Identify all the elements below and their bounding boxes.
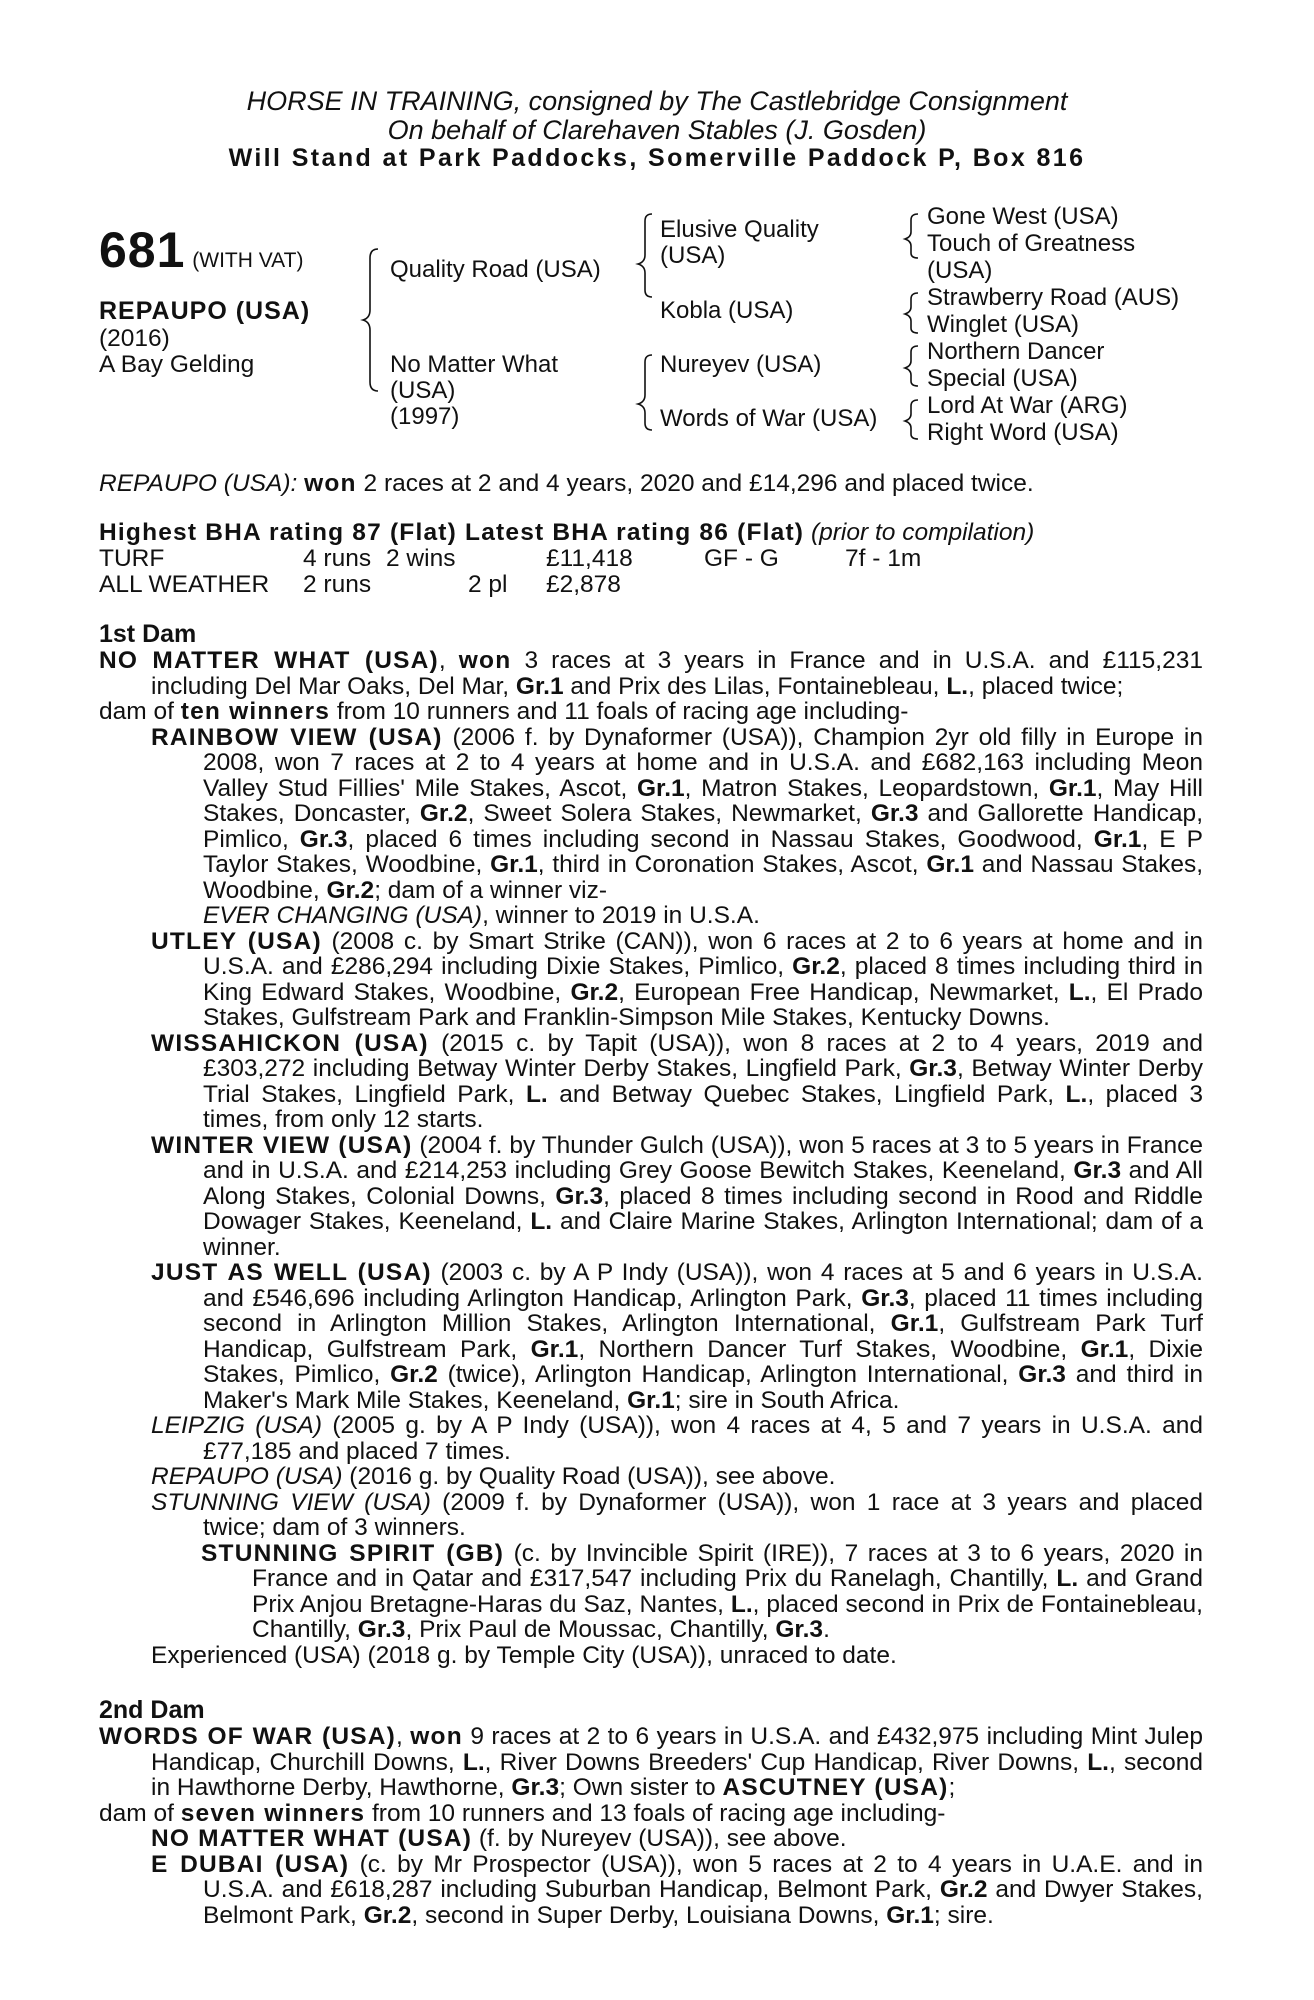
first-dam-name: NO MATTER WHAT (USA) bbox=[99, 647, 439, 674]
pedigree-gen4-2b: (USA) bbox=[927, 257, 993, 284]
lot-number: 681 bbox=[99, 222, 186, 278]
pedigree-gen4-6: Special (USA) bbox=[927, 365, 1078, 392]
second-dam-dam-of: dam of seven winners from 10 runners and 13 foals of racing age including- bbox=[99, 1799, 946, 1827]
pedigree-gen4-7: Lord At War (ARG) bbox=[927, 392, 1128, 419]
pedigree-dam-line1: No Matter What bbox=[390, 351, 559, 378]
ratings-note: (prior to compilation) bbox=[810, 519, 1035, 546]
progeny-entry: UTLEY (USA) (2008 c. by Smart Strike (CAN)), won 6 races at 2 to 6 years at home and in U.S.A. and £286,294 including Dixie Stakes, Pimlico, Gr.2, placed 8 times including third in King Edward Stakes, Woodbine, Gr.2, European Free Handicap, Newmarket, L., El Prado Stakes, Gulfstream Park and Franklin-Simpson Mile Stakes, Kentucky Downs. bbox=[151, 927, 1204, 1031]
vat-label: (WITH VAT) bbox=[192, 249, 304, 272]
pedigree-sire-dam: Kobla (USA) bbox=[660, 297, 794, 324]
ratings-text: Highest BHA rating 87 (Flat) Latest BHA rating 86 (Flat) bbox=[99, 519, 805, 546]
pedigree-gen4-5: Northern Dancer bbox=[927, 338, 1105, 365]
header-on-behalf: On behalf of Clarehaven Stables (J. Gosden) bbox=[387, 115, 927, 145]
stats-turf-distance: 7f - 1m bbox=[845, 545, 922, 572]
horse-year: (2016) bbox=[99, 325, 170, 352]
progeny-entry: Experienced (USA) (2018 g. by Temple City (USA)), unraced to date. bbox=[151, 1641, 897, 1669]
progeny-entry: LEIPZIG (USA) (2005 g. by A P Indy (USA)), won 4 races at 4, 5 and 7 years in U.S.A. and £77,185 and placed 7 times. bbox=[151, 1412, 1203, 1465]
pedigree-gen4-2a: Touch of Greatness bbox=[927, 230, 1136, 257]
stats-turf-going: GF - G bbox=[704, 545, 779, 572]
stats-turf-runs: 4 runs bbox=[303, 545, 372, 572]
pedigree-gen4-8: Right Word (USA) bbox=[927, 419, 1119, 446]
progeny-entry: STUNNING VIEW (USA) (2009 f. by Dynaformer (USA)), won 1 race at 3 years and placed twice; dam of 3 winners. bbox=[151, 1488, 1203, 1541]
progeny-entry: JUST AS WELL (USA) (2003 c. by A P Indy (USA)), won 4 races at 5 and 6 years in U.S.A. and £546,696 including Arlington Handicap, Arlington Park, Gr.3, placed 11 times including second in Arlington Million Stakes, Arlington International, Gr.1, Gulfstream Park Turf Handicap, Gulfstream Park, Gr.1, Northern Dancer Turf Stakes, Woodbine, Gr.1, Dixie Stakes, Pimlico, Gr.2 (twice), Arlington Handicap, Arlington International, Gr.3 and third in Maker's Mark Mile Stakes, Keeneland, Gr.1; sire in South Africa. bbox=[151, 1259, 1204, 1414]
stats-turf-money: £11,418 bbox=[546, 545, 633, 572]
progeny-entry: RAINBOW VIEW (USA) (2006 f. by Dynaformer (USA)), Champion 2yr old filly in Europe in 2008, won 7 races at 2 to 4 years at home and in U.S.A. and £682,163 including Meon Valley Stud Fillies' Mile Stakes, Ascot, Gr.1, Matron Stakes, Leopardstown, Gr.1, May Hill Stakes, Doncaster, Gr.2, Sweet Solera Stakes, Newmarket, Gr.3 and Gallorette Handicap, Pimlico, Gr.3, placed 6 times including second in Nassau Stakes, Goodwood, Gr.1, E P Taylor Stakes, Woodbine, Gr.1, third in Coronation Stakes, Ascot, Gr.1 and Nassau Stakes, Woodbine, Gr.2; dam of a winner viz- EVER CHANGING (USA), winner to 2019 in U.S.A. bbox=[151, 723, 1204, 929]
stats-aw-placed: 2 pl bbox=[468, 571, 508, 598]
first-dam-dam-of: dam of ten winners from 10 runners and 11 foals of racing age including- bbox=[99, 698, 909, 725]
ratings-line bbox=[99, 520, 1034, 546]
pedigree-sire-sire-line2: (USA) bbox=[660, 242, 726, 269]
pedigree-gen4-4: Winglet (USA) bbox=[927, 311, 1080, 338]
stats-aw-label: ALL WEATHER bbox=[99, 571, 270, 598]
summary-horse-name: REPAUPO (USA) bbox=[99, 470, 291, 497]
pedigree-sire: Quality Road (USA) bbox=[390, 256, 601, 283]
progeny-entry: REPAUPO (USA) (2016 g. by Quality Road (USA)), see above. bbox=[151, 1463, 836, 1490]
second-dam-heading: 2nd Dam bbox=[99, 1696, 205, 1724]
second-dam-section bbox=[99, 1724, 1203, 1928]
header-location: Will Stand at Park Paddocks, Somerville Paddock P, Box 816 bbox=[228, 144, 1086, 172]
pedigree-sire-sire-line1: Elusive Quality bbox=[660, 216, 819, 243]
horse-name: REPAUPO (USA) bbox=[99, 297, 311, 325]
pedigree-dam-line2: (USA) bbox=[390, 377, 456, 404]
second-dam-progeny-entry: NO MATTER WHAT (USA) (f. by Nureyev (USA)), see above. bbox=[151, 1825, 847, 1852]
progeny-subentry: STUNNING SPIRIT (GB) (c. by Invincible Spirit (IRE)), 7 races at 3 to 6 years, 2020 in France and in Qatar and £317,547 including Prix du Ranelagh, Chantilly, L. and Grand Prix Anjou Bretagne-Haras du Saz, Nantes, L., placed second in Prix de Fontainebleau, Chantilly, Gr.3, Prix Paul de Moussac, Chantilly, Gr.3. bbox=[201, 1539, 1203, 1643]
stats-aw-runs: 2 runs bbox=[303, 571, 372, 598]
header-consignor: HORSE IN TRAINING, consigned by The Castlebridge Consignment bbox=[246, 86, 1068, 116]
second-dam-entry: WORDS OF WAR (USA), won 9 races at 2 to 6 years in U.S.A. and £432,975 including Mint Julep Handicap, Churchill Downs, L., River Downs Breeders' Cup Handicap, River Downs, L., second in Hawthorne Derby, Hawthorne, Gr.3; Own sister to ASCUTNEY (USA); bbox=[99, 1723, 1204, 1801]
stats-turf-wins: 2 wins bbox=[386, 545, 456, 572]
stats-turf-label: TURF bbox=[99, 545, 165, 572]
race-summary: REPAUPO (USA): won 2 races at 2 and 4 years, 2020 and £14,296 and placed twice. bbox=[99, 470, 1034, 497]
pedigree-dam-line3: (1997) bbox=[390, 403, 460, 430]
first-dam-heading: 1st Dam bbox=[99, 620, 197, 648]
pedigree-dam-dam: Words of War (USA) bbox=[660, 405, 878, 432]
summary-text: 2 races at 2 and 4 years, 2020 and £14,296 and placed twice. bbox=[356, 470, 1034, 497]
summary-won: won bbox=[304, 470, 357, 497]
progeny-entry: WINTER VIEW (USA) (2004 f. by Thunder Gulch (USA)), won 5 races at 3 to 5 years in France and in U.S.A. and £214,253 including Grey Goose Bewitch Stakes, Keeneland, Gr.3 and All Along Stakes, Colonial Downs, Gr.3, placed 8 times including second in Rood and Riddle Dowager Stakes, Keeneland, L. and Claire Marine Stakes, Arlington International; dam of a winner. bbox=[151, 1131, 1204, 1261]
progeny-entry: WISSAHICKON (USA) (2015 c. by Tapit (USA)), won 8 races at 2 to 4 years, 2019 and £303,272 including Betway Winter Derby Stakes, Lingfield Park, Gr.3, Betway Winter Derby Trial Stakes, Lingfield Park, L. and Betway Quebec Stakes, Lingfield Park, L., placed 3 times, from only 12 starts. bbox=[151, 1029, 1204, 1133]
progeny-subentry: EVER CHANGING (USA), winner to 2019 in U.S.A. bbox=[203, 902, 760, 929]
second-dam-progeny-entry: E DUBAI (USA) (c. by Mr Prospector (USA)), won 5 races at 2 to 4 years in U.A.E. and in U.S.A. and £618,287 including Suburban Handicap, Belmont Park, Gr.2 and Dwyer Stakes, Belmont Park, Gr.2, second in Super Derby, Louisiana Downs, Gr.1; sire. bbox=[151, 1850, 1203, 1929]
pedigree-dam-sire: Nureyev (USA) bbox=[660, 351, 822, 378]
horse-description: A Bay Gelding bbox=[99, 351, 255, 378]
pedigree-gen4-1: Gone West (USA) bbox=[927, 203, 1119, 230]
first-dam-entry: NO MATTER WHAT (USA), won 3 races at 3 years in France and in U.S.A. and £115,231 including Del Mar Oaks, Del Mar, Gr.1 and Prix des Lilas, Fontainebleau, L., placed twice; bbox=[99, 647, 1203, 700]
first-dam-section bbox=[99, 648, 1203, 1668]
pedigree-gen4-3: Strawberry Road (AUS) bbox=[927, 284, 1180, 311]
stats-aw-money: £2,878 bbox=[546, 571, 621, 598]
